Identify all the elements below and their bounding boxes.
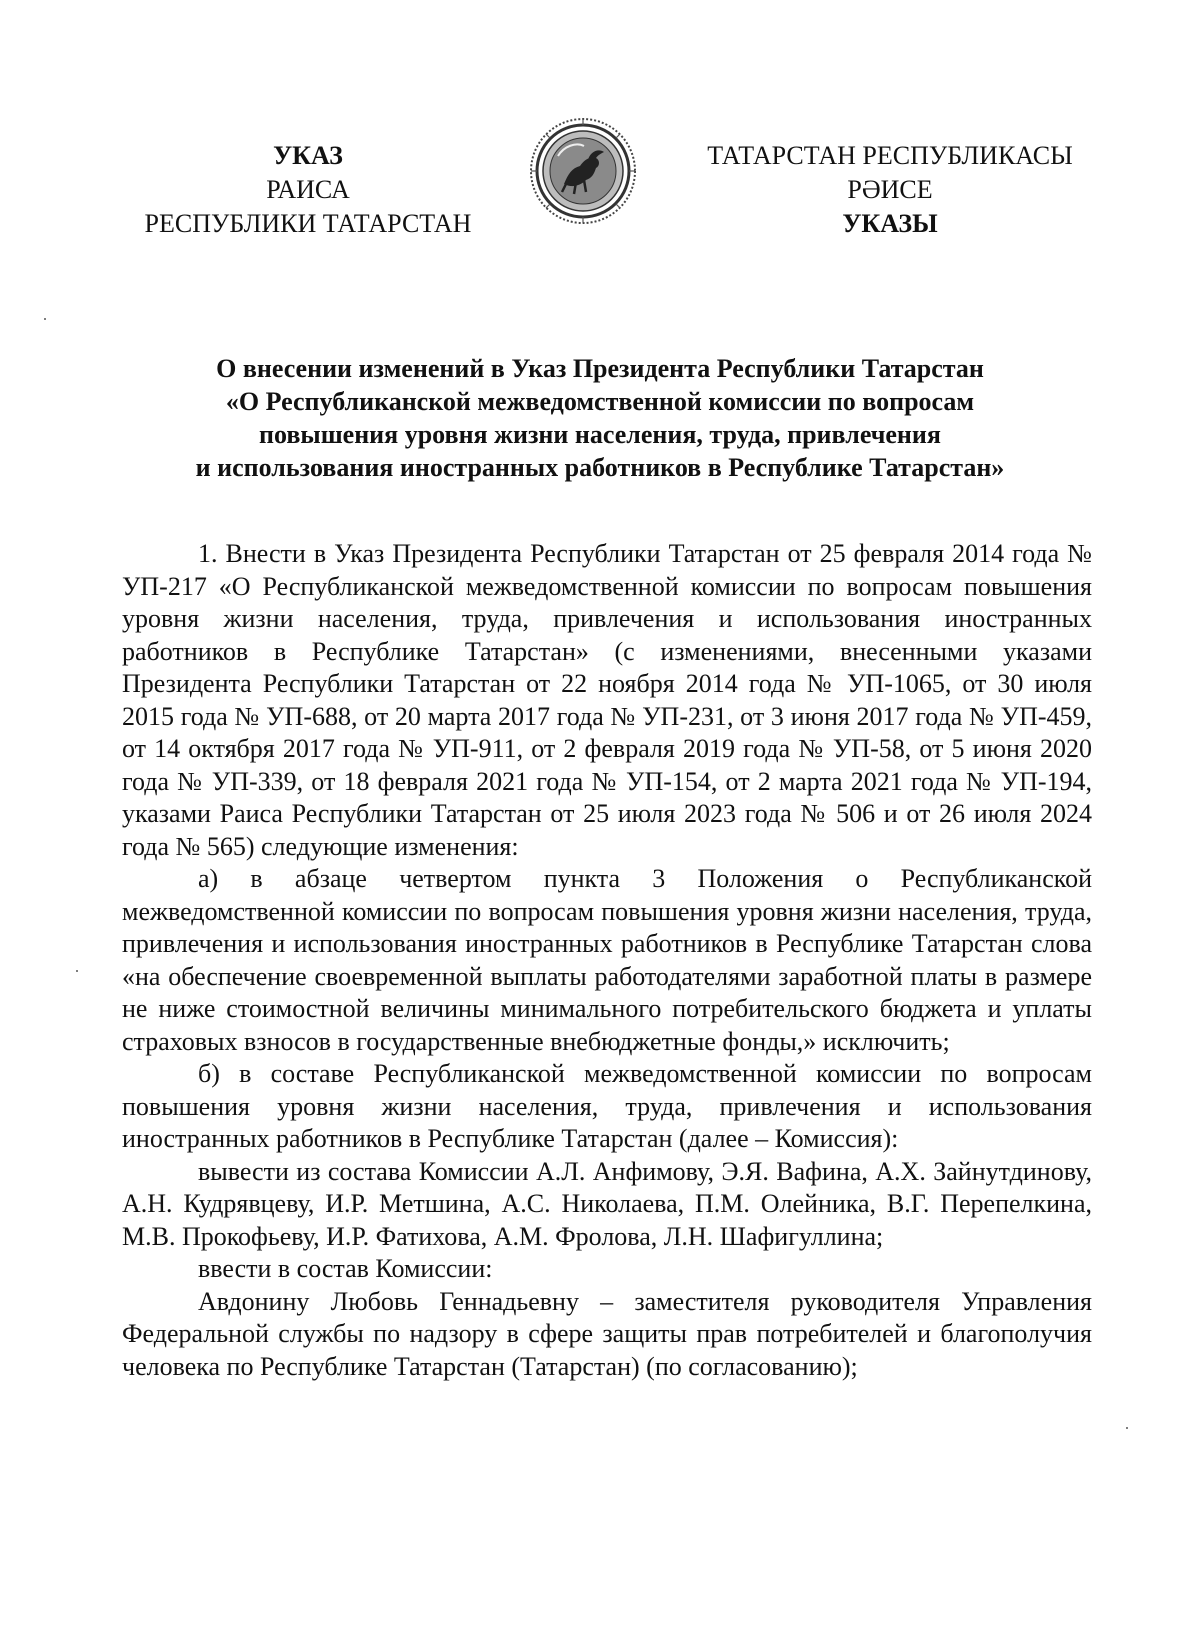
title-line-1: О внесении изменений в Указ Президента Республики Татарстан [216,354,984,383]
paragraph-5: ввести в состав Комиссии: [198,1254,493,1283]
document-body [122,538,1092,1383]
header-left-block [128,139,488,241]
title-line-3: повышения уровня жизни населения, труда, привлечения [259,420,941,449]
rais-word: РАИСА [266,175,350,204]
paragraph-1: 1. Внести в Указ Президента Республики Татарстан от 25 февраля 2014 года № УП-217 «О Республиканской межведомственной комиссии по вопросам повышения уровня жизни населения, труда, привлечения и использования иностранных работников в Республике Татарстан» (с изменениями, внесенными указами Президента Республики Татарстан от 22 ноября 2014 года № УП-1065, от 30 июля 2015 года № УП-688, от 20 марта 2017 года № УП-231, от 3 июня 2017 года № УП-459, от 14 октября 2017 года № УП-911, от 2 февраля 2019 года № УП-58, от 5 июня 2020 года № УП-339, от 18 февраля 2021 года № УП-154, от 2 марта 2021 года № УП-194, указами Раиса Республики Татарстан от 25 июля 2023 года № 506 и от 26 июля 2024 года № 565) следующие изменения: [122,539,1092,861]
paragraph-3: б) в составе Республиканской межведомственной комиссии по вопросам повышения уровня жизни населения, труда, привлечения и использования иностранных работников в Республике Татарстан (далее – Комиссия): [122,1059,1092,1153]
decree-word-tatar: УКАЗЫ [842,209,938,238]
scan-speck [76,970,78,972]
coat-of-arms-icon [528,116,638,226]
paragraph-6: Авдонину Любовь Геннадьевну – заместителя руководителя Управления Федеральной службы по надзору в сфере защиты прав потребителей и благополучия человека по Республике Татарстан (Татарстан) (по согласованию); [122,1286,1092,1381]
paragraph-2: а) в абзаце четвертом пункта 3 Положения о Республиканской межведомственной комиссии по вопросам повышения уровня жизни населения, труда, привлечения и использования иностранных работников в Республике Татарстан слова «на обеспечение своевременной выплаты работодателями заработной платы в размере не ниже стоимостной величины минимального потребительского бюджета и уплаты страховых взносов в государственные внебюджетные фонды,» исключить; [122,864,1092,1056]
title-line-4: и использования иностранных работников в Республике Татарстан» [195,453,1005,482]
republic-name-tatar: ТАТАРСТАН РЕСПУБЛИКАСЫ [707,141,1073,170]
decree-word: УКАЗ [273,141,343,170]
title-line-2: «О Республиканской межведомственной комиссии по вопросам [225,387,975,416]
paragraph-4: вывести из состава Комиссии А.Л. Анфимову, Э.Я. Вафина, А.Х. Зайнутдинову, А.Н. Кудрявцеву, И.Р. Метшина, А.С. Николаева, П.М. Олейника, В.Г. Перепелкина, М.В. Прокофьеву, И.Р. Фатихова, А.М. Фролова, Л.Н. Шафигуллина; [122,1156,1092,1251]
header-right-block [680,139,1100,241]
scan-speck [44,318,46,320]
republic-name: РЕСПУБЛИКИ ТАТАРСТАН [144,209,472,238]
scan-speck [1126,1427,1128,1429]
rais-word-tatar: РӘИСЕ [847,175,933,204]
document-title [110,352,1090,484]
